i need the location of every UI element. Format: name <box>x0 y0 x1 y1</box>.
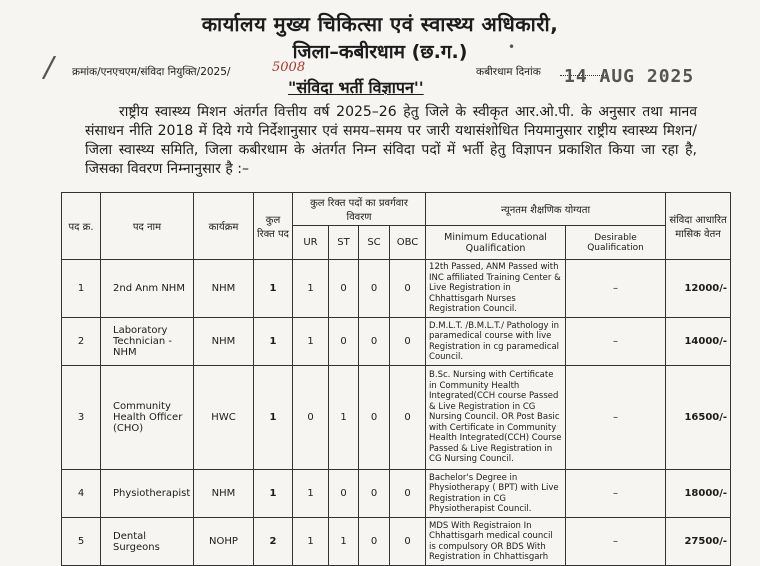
intro-paragraph <box>85 103 697 179</box>
row-sc: 0 <box>359 318 390 366</box>
header-total: कुल रिक्त पद <box>254 193 293 260</box>
row-program: NHM <box>194 260 254 318</box>
row-ur: 0 <box>293 366 329 470</box>
table-row <box>62 470 731 518</box>
row-desirable: – <box>566 260 666 318</box>
intro-text: राष्ट्रीय स्वास्थ्य मिशन अंतर्गत वित्तीय वर्ष 2025–26 हेतु जिले के स्वीकृत आर.ओ.पी. के अनुसार तथा मानव संसाधन नीति 2018 में दिये गये निर्देशानुसार एवं समय–समय पर जारी यथासंशोधित नियमानुसार राष्ट्रीय स्वास्थ्य मिशन/जिला स्वास्थ्य समिति, जिला कबीरधाम के अंतर्गत निम्न संविदा पदों में भर्ती हेतु विज्ञापन प्रकाशित किया जा रहा है, जिसका विवरण निम्नानुसार है :– <box>85 104 697 177</box>
header-program: कार्यक्रम <box>194 193 254 260</box>
district-title: जिला–कबीरधाम (छ.ग.) <box>292 41 468 63</box>
row-salary: 16500/- <box>666 366 731 470</box>
ink-dot: • <box>508 40 516 54</box>
table-row <box>62 318 731 366</box>
row-min-qual: MDS With Registraion In Chhattisgarh medical council is compulsory OR BDS With Registration in Chhattisgarh <box>426 518 566 566</box>
row-min-qual: B.Sc. Nursing with Certificate in Community Health Integrated(CCH course Passed & Live Registration in CG Nursing Council. OR Post Basic with Certificate in Community Health Integrated(CCH) Course Passed & Live Registration in CG Nursing Council. <box>426 366 566 470</box>
header-obc: OBC <box>390 226 426 260</box>
row-st: 1 <box>329 518 359 566</box>
row-obc: 0 <box>390 470 426 518</box>
reference-prefix: क्रमांक/एनएचएम/संविदा नियुक्ति/2025/ <box>72 66 231 78</box>
row-min-qual: Bachelor's Degree in Physiotherapy ( BPT) with Live Registration in CG Physiotherapist Council. <box>426 470 566 518</box>
row-sc: 0 <box>359 470 390 518</box>
row-post-name: 2nd Anm NHM <box>101 260 194 318</box>
header-category-group: कुल रिक्त पदों का प्रवर्गवार विवरण <box>293 193 426 226</box>
row-sc: 0 <box>359 366 390 470</box>
row-ur: 1 <box>293 470 329 518</box>
header-sc: SC <box>359 226 390 260</box>
row-salary: 18000/- <box>666 470 731 518</box>
row-min-qual: D.M.L.T. /B.M.L.T./ Pathology in paramedical course with live Registration in cg paramedical Council. <box>426 318 566 366</box>
row-st: 1 <box>329 366 359 470</box>
row-post-name: Dental Surgeons <box>101 518 194 566</box>
vacancy-table <box>61 192 731 566</box>
row-sno: 2 <box>62 318 101 366</box>
row-total: 1 <box>254 318 293 366</box>
row-sno: 3 <box>62 366 101 470</box>
row-salary: 12000/- <box>666 260 731 318</box>
row-desirable: – <box>566 366 666 470</box>
row-sno: 5 <box>62 518 101 566</box>
row-st: 0 <box>329 260 359 318</box>
row-st: 0 <box>329 318 359 366</box>
header-salary: संविदा आधारित मासिक वेतन <box>666 193 731 260</box>
row-program: HWC <box>194 366 254 470</box>
row-desirable: – <box>566 470 666 518</box>
header-ur: UR <box>293 226 329 260</box>
row-min-qual: 12th Passed, ANM Passed with INC affiliated Training Center & Live Registration in Chhattisgarh Nurses Registration Council. <box>426 260 566 318</box>
row-obc: 0 <box>390 366 426 470</box>
row-program: NOHP <box>194 518 254 566</box>
row-ur: 1 <box>293 318 329 366</box>
header-post: पद नाम <box>101 193 194 260</box>
row-obc: 0 <box>390 318 426 366</box>
margin-mark: / <box>41 49 58 86</box>
row-post-name: Laboratory Technician - NHM <box>101 318 194 366</box>
row-total: 2 <box>254 518 293 566</box>
row-post-name: Community Health Officer (CHO) <box>101 366 194 470</box>
table-row <box>62 518 731 566</box>
header-qual-group: न्यूनतम शैक्षणिक योग्यता <box>426 193 666 226</box>
row-salary: 27500/- <box>666 518 731 566</box>
row-obc: 0 <box>390 518 426 566</box>
row-program: NHM <box>194 470 254 518</box>
table-row <box>62 366 731 470</box>
row-st: 0 <box>329 470 359 518</box>
row-obc: 0 <box>390 260 426 318</box>
header-min-qual: Minimum Educational Qualification <box>426 226 566 260</box>
row-total: 1 <box>254 260 293 318</box>
date-stamp: 14 AUG 2025 <box>564 66 695 87</box>
row-sno: 4 <box>62 470 101 518</box>
row-salary: 14000/- <box>666 318 731 366</box>
date-label: कबीरधाम दिनांक <box>476 66 541 78</box>
table-row <box>62 260 731 318</box>
office-title: कार्यालय मुख्य चिकित्सा एवं स्वास्थ्य अधिकारी, <box>201 12 559 36</box>
row-desirable: – <box>566 318 666 366</box>
row-program: NHM <box>194 318 254 366</box>
row-sc: 0 <box>359 518 390 566</box>
row-total: 1 <box>254 470 293 518</box>
advertisement-title: "संविदा भर्ती विज्ञापन'' <box>288 78 424 97</box>
header-st: ST <box>329 226 359 260</box>
row-total: 1 <box>254 366 293 470</box>
header-sno: पद क्र. <box>62 193 101 260</box>
header-desirable: Desirable Qualification <box>566 226 666 260</box>
row-desirable: – <box>566 518 666 566</box>
row-sc: 0 <box>359 260 390 318</box>
reference-number: 5008 <box>272 60 306 75</box>
row-ur: 1 <box>293 260 329 318</box>
row-post-name: Physiotherapist <box>101 470 194 518</box>
row-ur: 1 <box>293 518 329 566</box>
row-sno: 1 <box>62 260 101 318</box>
